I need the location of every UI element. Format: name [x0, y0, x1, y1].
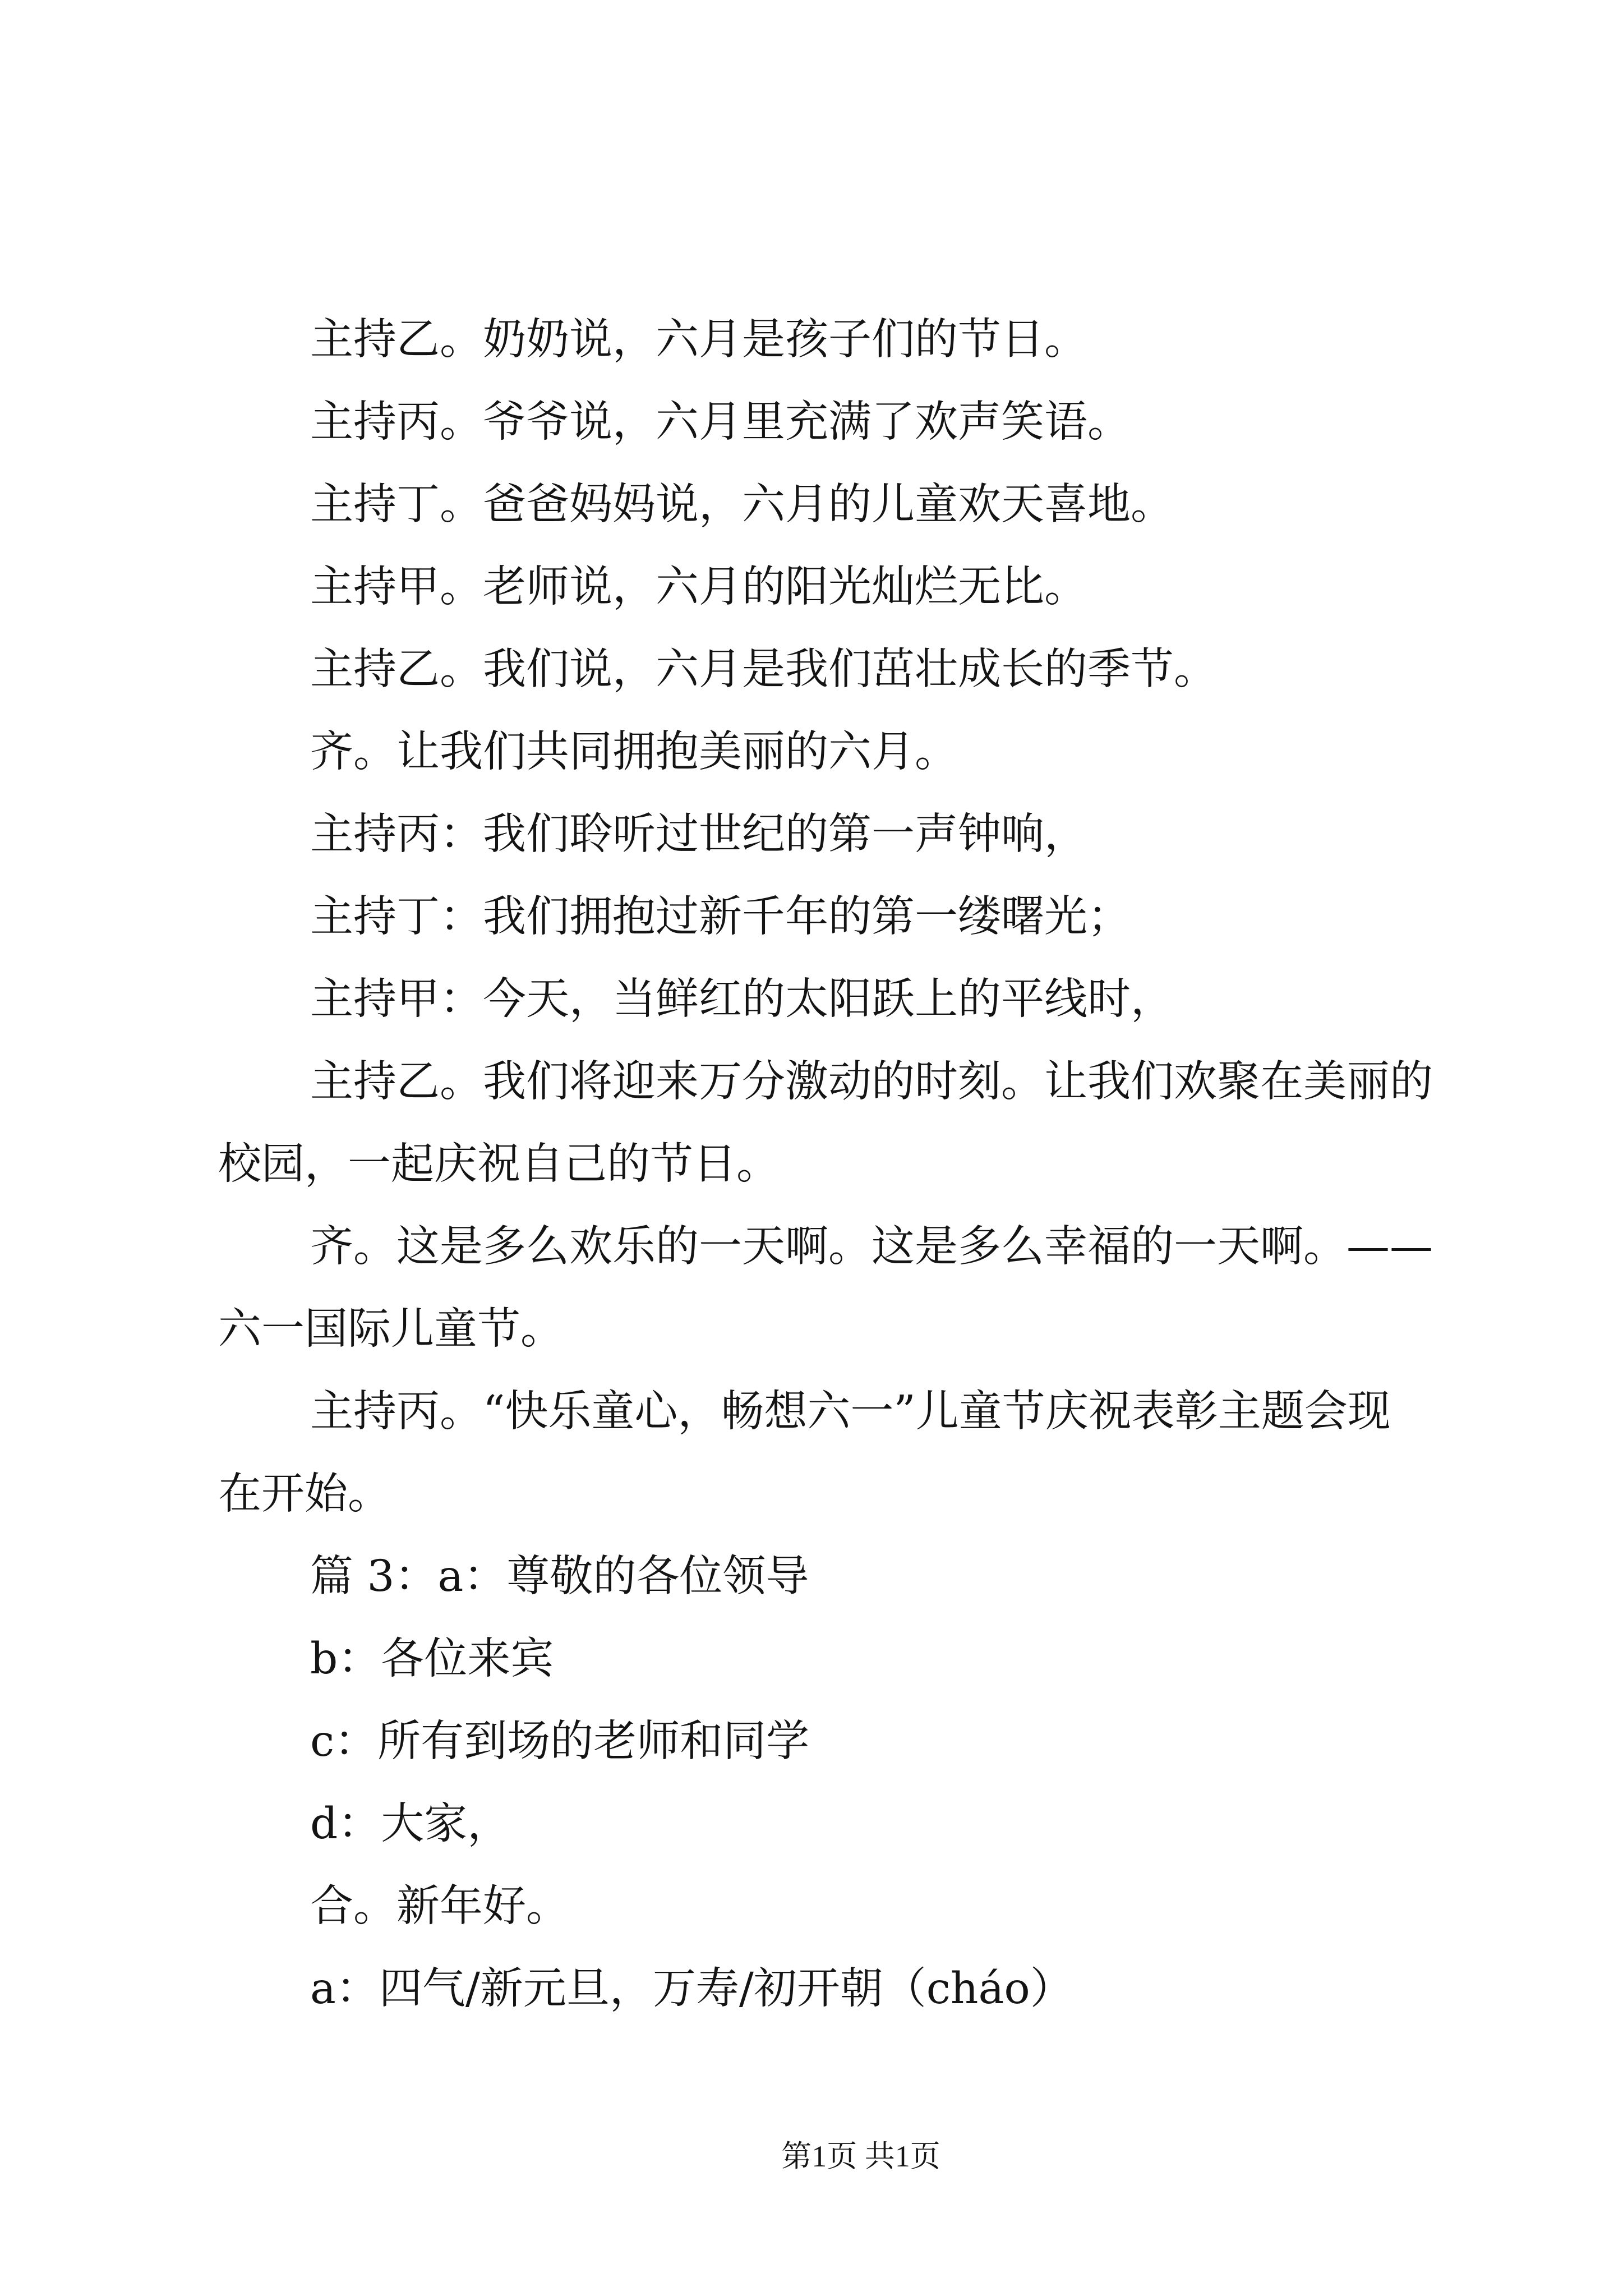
paragraph-line: 主持丙：我们聆听过世纪的第一声钟响，	[310, 809, 1087, 859]
paragraph	[218, 958, 1435, 1041]
paragraph	[218, 1700, 1435, 1783]
paragraph-line: 主持甲。老师说，六月的阳光灿烂无比。	[310, 562, 1087, 612]
paragraph-line: 在开始。	[218, 1469, 391, 1519]
paragraph	[218, 546, 1435, 628]
paragraph	[218, 1783, 1435, 1865]
page-footer: 第1页 共1页	[781, 2139, 940, 2173]
paragraph-line: b：各位来宾	[310, 1634, 554, 1684]
paragraph	[218, 1041, 1435, 1205]
paragraph	[218, 1370, 1435, 1535]
paragraph	[218, 628, 1435, 711]
paragraph	[218, 463, 1435, 546]
paragraph	[218, 381, 1435, 463]
paragraph-line: 主持乙。奶奶说，六月是孩子们的节日。	[310, 315, 1087, 365]
paragraph-line: 合。新年好。	[310, 1881, 569, 1931]
paragraph-line: 主持丙。“快乐童心，畅想六一”儿童节庆祝表彰主题会现	[310, 1387, 1391, 1437]
paragraph-line: 主持乙。我们说，六月是我们茁壮成长的季节。	[310, 645, 1217, 694]
paragraph-line: a：四气/新元旦，万寿/初开朝（cháo）	[310, 1964, 1073, 2014]
paragraph	[218, 298, 1435, 381]
document-body	[218, 298, 1435, 2030]
paragraph	[218, 876, 1435, 958]
paragraph	[218, 1618, 1435, 1700]
paragraph-line: 主持丁：我们拥抱过新千年的第一缕曙光；	[310, 892, 1131, 942]
paragraph-line: 主持丙。爷爷说，六月里充满了欢声笑语。	[310, 397, 1131, 447]
paragraph-line: 六一国际儿童节。	[218, 1304, 564, 1354]
paragraph	[218, 793, 1435, 876]
paragraph-line: 校园，一起庆祝自己的节日。	[218, 1139, 780, 1189]
paragraph-line: 主持乙。我们将迎来万分激动的时刻。让我们欢聚在美丽的	[310, 1057, 1433, 1107]
paragraph-line: c：所有到场的老师和同学	[310, 1717, 810, 1766]
paragraph	[218, 1535, 1435, 1618]
paragraph-line: 齐。这是多么欢乐的一天啊。这是多么幸福的一天啊。——	[310, 1222, 1433, 1272]
paragraph-line: 主持甲：今天，当鲜红的太阳跃上的平线时，	[310, 974, 1174, 1024]
paragraph-line: 齐。让我们共同拥抱美丽的六月。	[310, 727, 958, 777]
paragraph-line: d：大家，	[310, 1799, 511, 1849]
paragraph	[218, 1948, 1435, 2030]
paragraph-line: 主持丁。爸爸妈妈说，六月的儿童欢天喜地。	[310, 480, 1174, 530]
paragraph	[218, 711, 1435, 793]
paragraph	[218, 1865, 1435, 1948]
paragraph-line: 篇 3：a：尊敬的各位领导	[310, 1552, 809, 1602]
paragraph	[218, 1205, 1435, 1370]
